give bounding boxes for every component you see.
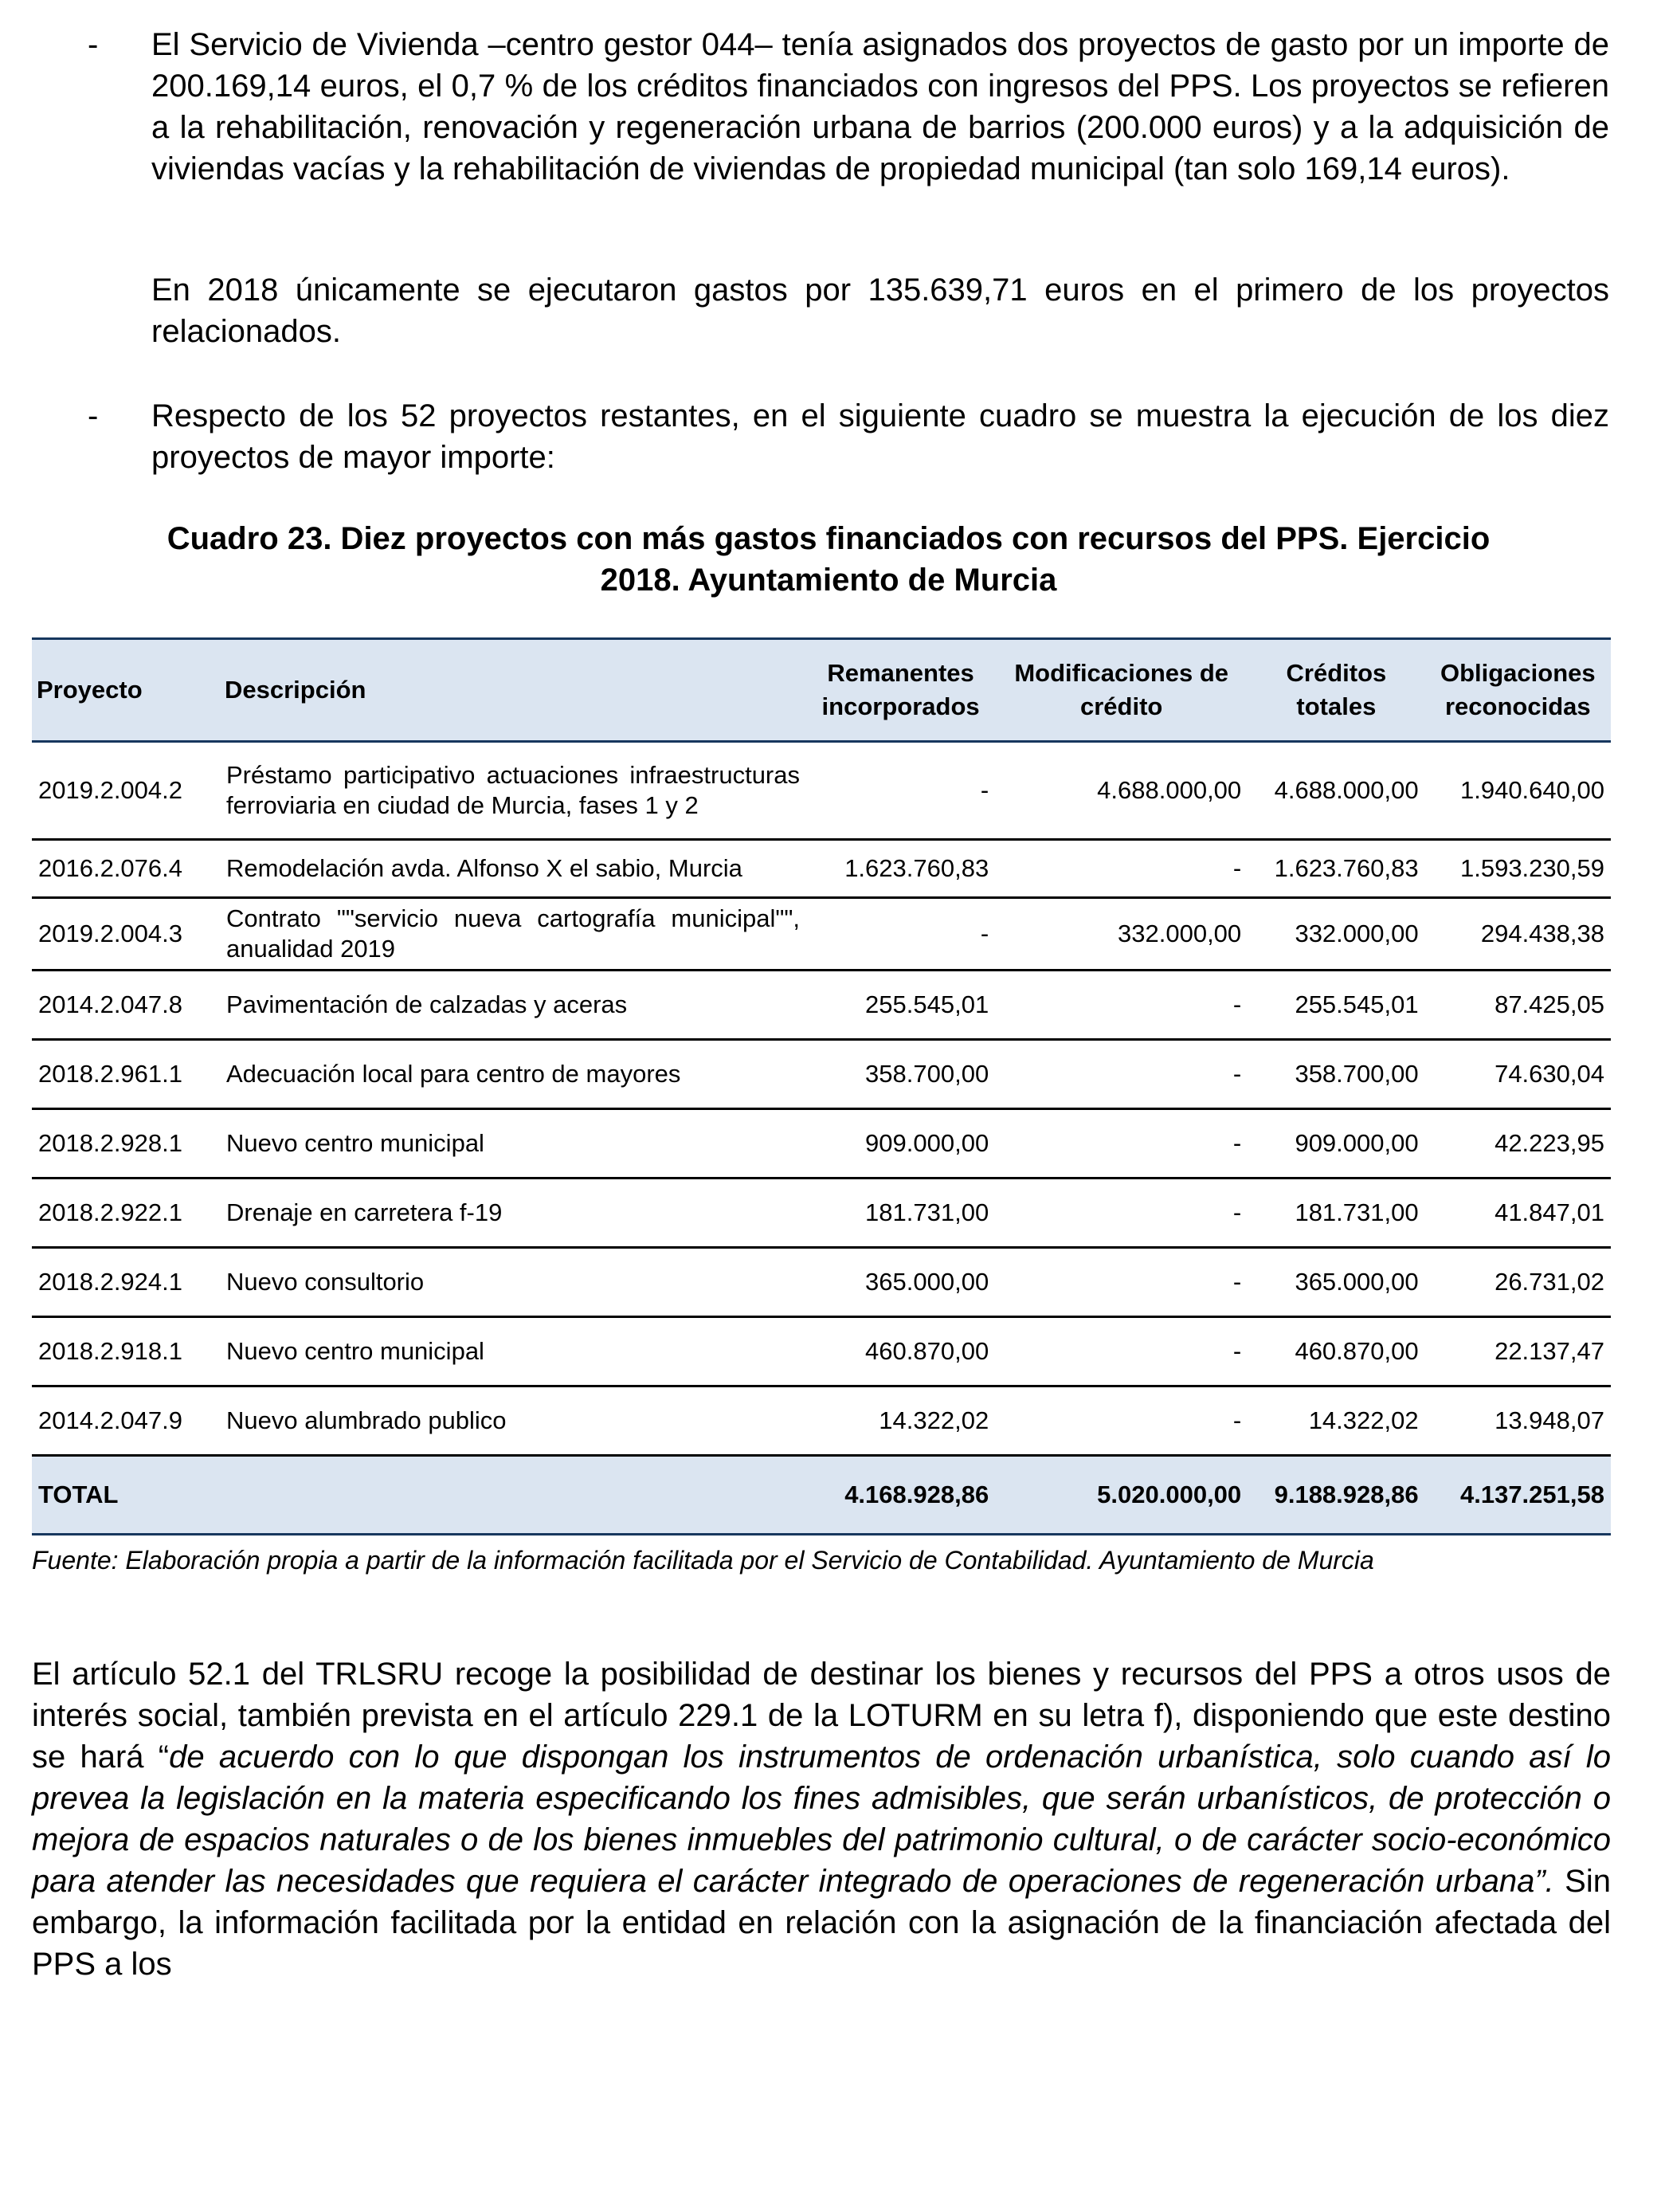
paragraph-quote: de acuerdo con lo que dispongan los instrumentos de ordenación urbanística, solo cuando así lo prevea la legislación en la materia especificando los fines admisibles, que serán urbanísticos, de protección o mejora de espacios naturales o de los bienes inmuebles del patrimonio cultural, o de carácter socio-económico para atender las necesidades que requiera el carácter integrado de operaciones de regeneración urbana”. <box>32 1739 1611 1899</box>
cell-obligaciones: 1.940.640,00 <box>1425 742 1611 840</box>
bullet-text: El Servicio de Vivienda –centro gestor 044– tenía asignados dos proyectos de gasto por un importe de 200.169,14 euros, el 0,7 % de los créditos financiados con ingresos del PPS. Los proyectos se refieren a la rehabilitación, renovación y regeneración urbana de barrios (200.000 euros) y a la adquisición de viviendas vacías y la rehabilitación de viviendas de propiedad municipal (tan solo 169,14 euros). <box>151 27 1609 186</box>
table-header-row <box>32 639 1611 742</box>
table-total-row <box>32 1456 1611 1535</box>
cell-creditos: 1.623.760,83 <box>1248 840 1424 898</box>
header-creditos <box>1248 639 1424 742</box>
cell-descripcion-text: Préstamo participativo actuaciones infraestructuras ferroviaria en ciudad de Murcia, fases 1 y 2 <box>226 761 800 819</box>
cell-proyecto: 2018.2.928.1 <box>32 1109 220 1179</box>
cell-descripcion: Pavimentación de calzadas y aceras <box>220 971 806 1040</box>
cell-obligaciones: 41.847,01 <box>1425 1179 1611 1248</box>
cell-modificaciones: - <box>995 1386 1248 1456</box>
cell-obligaciones: 74.630,04 <box>1425 1040 1611 1109</box>
cell-obligaciones: 13.948,07 <box>1425 1386 1611 1456</box>
cell-creditos: 365.000,00 <box>1248 1248 1424 1317</box>
header-obligaciones-line2: reconocidas <box>1444 692 1591 720</box>
header-remanentes-line1: Remanentes <box>827 659 974 687</box>
cell-modificaciones: - <box>995 1248 1248 1317</box>
header-obligaciones-line1: Obligaciones <box>1440 659 1596 687</box>
cell-remanentes: 358.700,00 <box>806 1040 995 1109</box>
paragraph-intro: El artículo 52.1 del TRLSRU recoge la posibilidad de destinar los bienes y recursos del PPS a otros usos de interés social, también prevista en el artículo 229.1 de la LOTURM en su letra f), disponiendo que este destino se hará “ <box>32 1657 1611 1775</box>
table-row <box>32 1109 1611 1179</box>
cell-remanentes: 14.322,02 <box>806 1386 995 1456</box>
paragraph-articulo-52 <box>32 1653 1611 1985</box>
header-modificaciones <box>995 639 1248 742</box>
header-remanentes-line2: incorporados <box>821 692 980 720</box>
header-descripcion: Descripción <box>220 639 806 742</box>
header-creditos-line2: totales <box>1296 692 1377 720</box>
cell-remanentes: 365.000,00 <box>806 1248 995 1317</box>
total-creditos: 9.188.928,86 <box>1248 1456 1424 1535</box>
table-caption <box>48 518 1609 601</box>
cell-descripcion <box>220 840 806 898</box>
cell-creditos: 358.700,00 <box>1248 1040 1424 1109</box>
table-row <box>32 840 1611 898</box>
table-row <box>32 971 1611 1040</box>
cell-modificaciones: - <box>995 840 1248 898</box>
cell-proyecto: 2018.2.924.1 <box>32 1248 220 1317</box>
cell-modificaciones: - <box>995 1109 1248 1179</box>
cell-proyecto: 2018.2.922.1 <box>32 1179 220 1248</box>
cell-modificaciones: - <box>995 1040 1248 1109</box>
cell-descripcion: Nuevo centro municipal <box>220 1109 806 1179</box>
cell-creditos: 332.000,00 <box>1248 898 1424 971</box>
table-row <box>32 742 1611 840</box>
bullet-item-restantes <box>88 395 1609 478</box>
table-row <box>32 898 1611 971</box>
cell-proyecto: 2014.2.047.8 <box>32 971 220 1040</box>
total-label: TOTAL <box>32 1456 220 1535</box>
header-modificaciones-line1: Modificaciones de <box>1014 659 1229 687</box>
cell-obligaciones: 26.731,02 <box>1425 1248 1611 1317</box>
table-row <box>32 1179 1611 1248</box>
cell-proyecto: 2014.2.047.9 <box>32 1386 220 1456</box>
cell-modificaciones: - <box>995 1317 1248 1386</box>
cell-modificaciones: - <box>995 971 1248 1040</box>
cell-creditos: 14.322,02 <box>1248 1386 1424 1456</box>
cell-creditos: 181.731,00 <box>1248 1179 1424 1248</box>
cell-descripcion <box>220 742 806 840</box>
cell-creditos: 909.000,00 <box>1248 1109 1424 1179</box>
total-remanentes: 4.168.928,86 <box>806 1456 995 1535</box>
cell-descripcion: Adecuación local para centro de mayores <box>220 1040 806 1109</box>
cell-descripcion: Nuevo consultorio <box>220 1248 806 1317</box>
header-modificaciones-line2: crédito <box>1080 692 1163 720</box>
cell-remanentes: 909.000,00 <box>806 1109 995 1179</box>
cell-modificaciones: 4.688.000,00 <box>995 742 1248 840</box>
projects-table <box>32 637 1611 1535</box>
cell-remanentes: - <box>806 898 995 971</box>
total-obligaciones: 4.137.251,58 <box>1425 1456 1611 1535</box>
table-row <box>32 1317 1611 1386</box>
cell-remanentes: 181.731,00 <box>806 1179 995 1248</box>
table-row <box>32 1386 1611 1456</box>
cell-descripcion-text: Contrato ""servicio nueva cartografía municipal"", anualidad 2019 <box>226 904 800 963</box>
paragraph-rest: Sin embargo, la información facilitada por la entidad en relación con la asignación de la financiación afectada del PPS a los <box>32 1864 1611 1982</box>
cell-proyecto: 2019.2.004.3 <box>32 898 220 971</box>
cell-proyecto: 2018.2.918.1 <box>32 1317 220 1386</box>
cell-descripcion-text: Remodelación avda. Alfonso X el sabio, Murcia <box>226 854 742 882</box>
cell-obligaciones: 22.137,47 <box>1425 1317 1611 1386</box>
bullet-dash: - <box>88 27 99 62</box>
paragraph-2018: En 2018 únicamente se ejecutaron gastos por 135.639,71 euros en el primero de los proyectos relacionados. <box>151 273 1609 349</box>
cell-creditos: 255.545,01 <box>1248 971 1424 1040</box>
bullet-dash: - <box>88 398 99 433</box>
cell-descripcion: Nuevo centro municipal <box>220 1317 806 1386</box>
bullet-text: Respecto de los 52 proyectos restantes, en el siguiente cuadro se muestra la ejecución de los diez proyectos de mayor importe: <box>151 398 1609 475</box>
cell-descripcion: Nuevo alumbrado publico <box>220 1386 806 1456</box>
total-modificaciones: 5.020.000,00 <box>995 1456 1248 1535</box>
cell-remanentes: 1.623.760,83 <box>806 840 995 898</box>
cell-proyecto: 2019.2.004.2 <box>32 742 220 840</box>
cell-obligaciones: 42.223,95 <box>1425 1109 1611 1179</box>
table-source-note: Fuente: Elaboración propia a partir de la información facilitada por el Servicio de Contabilidad. Ayuntamiento de Murcia <box>32 1546 1374 1575</box>
bullet-item-vivienda <box>88 24 1609 190</box>
total-descripcion-empty <box>220 1456 806 1535</box>
caption-line-2: 2018. Ayuntamiento de Murcia <box>600 563 1057 598</box>
header-proyecto: Proyecto <box>32 639 220 742</box>
header-remanentes <box>806 639 995 742</box>
cell-obligaciones: 87.425,05 <box>1425 971 1611 1040</box>
cell-creditos: 4.688.000,00 <box>1248 742 1424 840</box>
cell-obligaciones: 1.593.230,59 <box>1425 840 1611 898</box>
cell-modificaciones: 332.000,00 <box>995 898 1248 971</box>
cell-descripcion <box>220 898 806 971</box>
table-row <box>32 1248 1611 1317</box>
table-row <box>32 1040 1611 1109</box>
cell-remanentes: 255.545,01 <box>806 971 995 1040</box>
cell-remanentes: - <box>806 742 995 840</box>
cell-proyecto: 2018.2.961.1 <box>32 1040 220 1109</box>
header-obligaciones <box>1425 639 1611 742</box>
cell-modificaciones: - <box>995 1179 1248 1248</box>
cell-descripcion: Drenaje en carretera f-19 <box>220 1179 806 1248</box>
caption-line-1: Cuadro 23. Diez proyectos con más gastos financiados con recursos del PPS. Ejercicio <box>166 521 1491 556</box>
cell-obligaciones: 294.438,38 <box>1425 898 1611 971</box>
header-creditos-line1: Créditos <box>1286 659 1387 687</box>
cell-proyecto: 2016.2.076.4 <box>32 840 220 898</box>
cell-creditos: 460.870,00 <box>1248 1317 1424 1386</box>
cell-remanentes: 460.870,00 <box>806 1317 995 1386</box>
